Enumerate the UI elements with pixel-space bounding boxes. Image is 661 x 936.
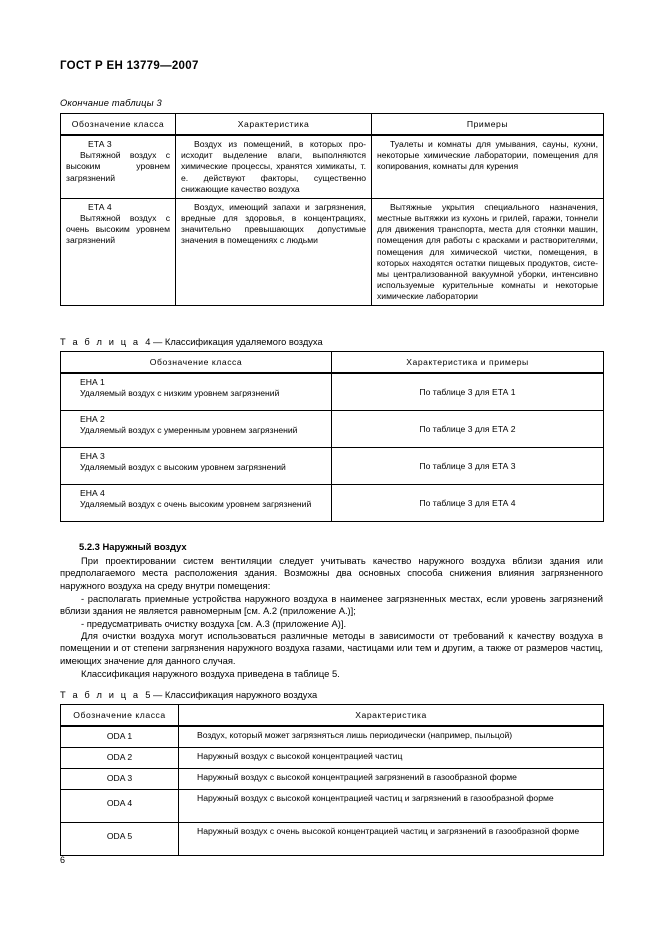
- table4-row0-class: [61, 373, 332, 411]
- class-code: ЕНА 1: [80, 377, 105, 387]
- table-3-continuation: [60, 113, 604, 306]
- table3-col-examples: Примеры: [372, 114, 604, 136]
- table5-row3-class: [61, 790, 179, 823]
- class-code: ЕТА 4: [88, 201, 112, 212]
- class-code: ODA 4: [106, 798, 133, 809]
- table-row: [61, 485, 604, 522]
- table4-col-characteristic: Характеристика и примеры: [332, 352, 604, 374]
- table-row: [61, 726, 604, 748]
- table-5: [60, 704, 604, 856]
- table3-row1-characteristic: Воздух, имеющий запахи и загрязнения, вредные для здоровья, в концентрациях, значительно превышающих допустимые значения в помещениях с людьми: [176, 198, 372, 306]
- table5-row0-class: ODA 1: [61, 726, 179, 748]
- table-row: [61, 823, 604, 856]
- table4-col-class: Обозначение класса: [61, 352, 332, 374]
- table4-caption-text: — Классификация удаляемого воздуха: [153, 337, 323, 347]
- class-code: ЕНА 2: [80, 414, 105, 424]
- class-description: Вытяжной воздух с высоким уровнем загрязнений: [66, 150, 170, 183]
- table3-row0-characteristic: Воздух из помещений, в которых происходит выделение влаги, выполняются химические процессы, хранятся химикаты, т. е. действуют факторы, существенно снижающие качество воздуха: [176, 135, 372, 198]
- table4-row2-class: [61, 448, 332, 485]
- table-row: [61, 769, 604, 790]
- standard-title: ГОСТ Р ЕН 13779—2007: [60, 60, 199, 72]
- table5-caption: [60, 690, 317, 700]
- table4-row1-characteristic: По таблице 3 для ЕТА 2: [332, 411, 604, 448]
- table-row: [61, 373, 604, 411]
- table4-caption-prefix: Т а б л и ц а: [60, 337, 141, 347]
- class-description: Удаляемый воздух с высоким уровнем загрязнений: [80, 462, 286, 473]
- class-code: ЕТА 3: [88, 139, 112, 149]
- table5-row4-characteristic: Наружный воздух с очень высокой концентрацией частиц и загрязнений в газообразной форме: [179, 823, 604, 856]
- class-description: Удаляемый воздух с умеренным уровнем загрязнений: [80, 425, 298, 436]
- table-4: [60, 351, 604, 522]
- table-row: [61, 748, 604, 769]
- table4-row3-characteristic: По таблице 3 для ЕТА 4: [332, 485, 604, 522]
- table-row: [61, 411, 604, 448]
- table-row: [61, 790, 604, 823]
- table4-caption-number: 4: [145, 337, 151, 347]
- table3-col-characteristic: Характеристика: [176, 114, 372, 136]
- table5-row2-characteristic: Наружный воздух с высокой концентрацией загрязнений в газообразной форме: [179, 769, 604, 790]
- table4-row3-class: [61, 485, 332, 522]
- class-description: Удаляемый воздух с низким уровнем загрязнений: [80, 388, 280, 399]
- table3-row0-class: [61, 135, 176, 198]
- class-description: Вытяжной воздух с очень высоким уровнем загрязнений: [66, 213, 170, 246]
- table-row: [61, 198, 604, 306]
- table4-row1-class: [61, 411, 332, 448]
- table-row: [61, 135, 604, 198]
- table-row: [61, 448, 604, 485]
- table3-row1-examples: Вытяжные укрытия специального назначения, местные вытяжки из кухонь и грилей, гаражи, тоннели для движения транспорта, места для стоянки машин, помещения для работы с красками и растворителями, помещения для химической чистки, помещения, в которых находятся остатки пищевых продуктов, системы централизованной вакуумной уборки, интенсивно используемые курительные комнаты и некоторые химические лаборатории: [372, 198, 604, 306]
- table5-caption-text: — Классификация наружного воздуха: [153, 690, 318, 700]
- table5-row1-class: ODA 2: [61, 748, 179, 769]
- table3-row0-examples: Туалеты и комнаты для умывания, сауны, кухни, некоторые химические лаборатории, помещения для копирования, комнаты для курения: [372, 135, 604, 198]
- table4-row0-characteristic: По таблице 3 для ЕТА 1: [332, 373, 604, 411]
- page-number: 6: [60, 855, 66, 865]
- section-bullet-2: - предусматривать очистку воздуха [см. А.3 (приложение А)].: [81, 618, 347, 629]
- table3-row1-class: [61, 198, 176, 306]
- table5-caption-prefix: Т а б л и ц а: [60, 690, 141, 700]
- table5-row1-characteristic: Наружный воздух с высокой концентрацией частиц: [179, 748, 604, 769]
- table5-row0-characteristic: Воздух, который может загрязняться лишь периодически (например, пыльцой): [179, 726, 604, 748]
- table5-row3-characteristic: Наружный воздух с высокой концентрацией частиц и загрязнений в газообразной форме: [179, 790, 604, 823]
- class-code: ЕНА 4: [80, 488, 105, 498]
- table3-caption: Окончание таблицы 3: [60, 98, 162, 108]
- section-heading: 5.2.3 Наружный воздух: [79, 541, 187, 552]
- table4-header-row: [61, 352, 604, 374]
- section-paragraph-3: Классификация наружного воздуха приведена в таблице 5.: [81, 668, 340, 679]
- table4-caption: [60, 337, 323, 347]
- section-bullet-1: - располагать приемные устройства наружного воздуха в наименее загрязненных местах, если уровень загрязнений вблизи здания не является равномерным [см. А.2 (приложение А.)];: [60, 593, 603, 617]
- table5-col-class: Обозначение класса: [61, 705, 179, 727]
- table5-header-row: [61, 705, 604, 727]
- section-paragraph-2: Для очистки воздуха могут использоваться различные методы в зависимости от требований к качеству воздуха в помещении и от степени загрязнения наружного воздуха газами, частицами или тем и другим, а также от размеров частиц, имеющих значение для данного случая.: [60, 630, 603, 666]
- class-description: Удаляемый воздух с очень высоким уровнем загрязнений: [80, 499, 312, 510]
- table3-header-row: [61, 114, 604, 136]
- section-paragraph-1: При проектировании систем вентиляции следует учитывать качество наружного воздуха вблизи здания или предполагаемого места расположения здания. Возможны два основных способа снижения влияния загрязненного наружного воздуха на среду внутри помещения:: [60, 555, 603, 591]
- table5-row2-class: ODA 3: [61, 769, 179, 790]
- class-code: ODA 5: [106, 831, 133, 842]
- table5-row4-class: [61, 823, 179, 856]
- class-code: ЕНА 3: [80, 451, 105, 461]
- table5-caption-number: 5: [145, 690, 151, 700]
- table3-col-class: Обозначение класса: [61, 114, 176, 136]
- table4-row2-characteristic: По таблице 3 для ЕТА 3: [332, 448, 604, 485]
- table5-col-characteristic: Характеристика: [179, 705, 604, 727]
